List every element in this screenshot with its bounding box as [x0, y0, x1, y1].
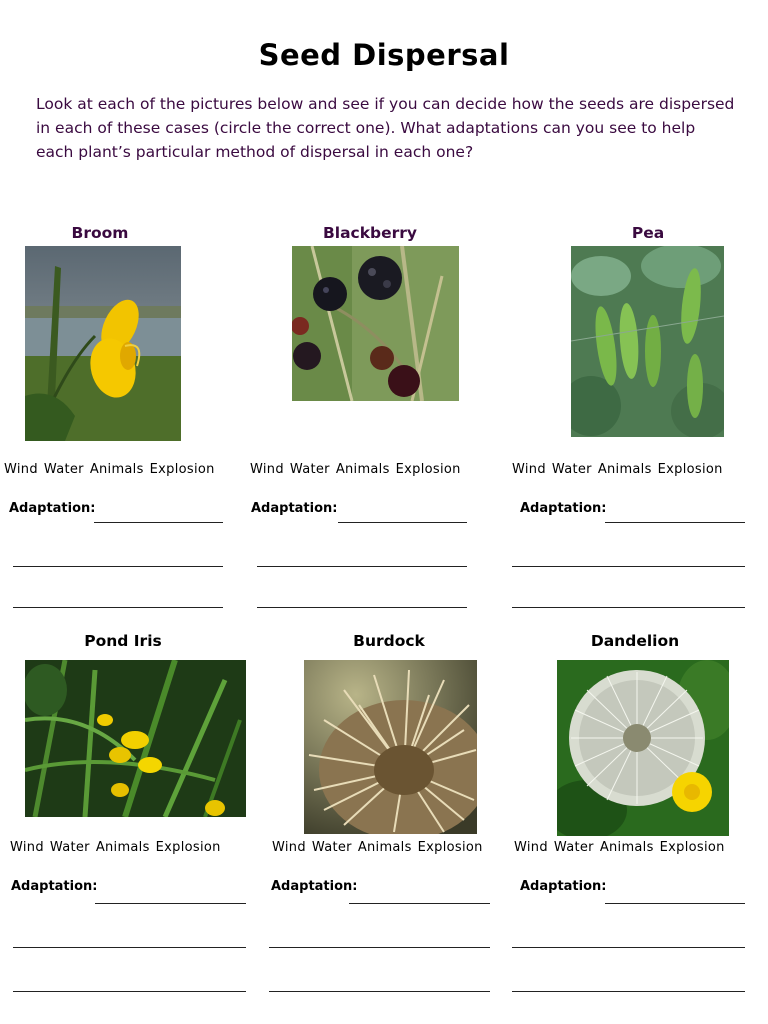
- answer-line[interactable]: [257, 607, 467, 608]
- plant-name-blackberry: Blackberry: [322, 224, 418, 242]
- burdock-photo: [304, 660, 477, 834]
- adaptation-label-pea: Adaptation:: [520, 501, 607, 516]
- answer-line[interactable]: [605, 903, 745, 904]
- answer-line[interactable]: [95, 903, 246, 904]
- dispersal-options-pond-iris: [10, 840, 227, 855]
- option-water[interactable]: Water: [311, 840, 352, 855]
- option-wind[interactable]: Wind: [250, 462, 284, 477]
- plant-name-pea: Pea: [631, 224, 665, 242]
- option-wind[interactable]: Wind: [512, 462, 546, 477]
- adaptation-label-dandelion: Adaptation:: [520, 879, 607, 894]
- option-wind[interactable]: Wind: [10, 840, 44, 855]
- answer-line[interactable]: [13, 607, 223, 608]
- adaptation-label-burdock: Adaptation:: [271, 879, 358, 894]
- plant-name-burdock: Burdock: [353, 632, 425, 650]
- option-water[interactable]: Water: [551, 462, 592, 477]
- broom-photo: [25, 246, 181, 441]
- option-wind[interactable]: Wind: [4, 462, 38, 477]
- instructions: Look at each of the pictures below and see if you can decide how the seeds are dispersed in each of these cases (circle the correct one). What adaptations can you see to help each plant’s particular method of dispersal in each one?: [36, 95, 735, 161]
- answer-line[interactable]: [94, 522, 223, 523]
- option-wind[interactable]: Wind: [514, 840, 548, 855]
- answer-line[interactable]: [512, 566, 745, 567]
- option-explosion[interactable]: Explosion: [149, 462, 215, 477]
- option-explosion[interactable]: Explosion: [155, 840, 221, 855]
- answer-line[interactable]: [605, 522, 745, 523]
- option-animals[interactable]: Animals: [95, 840, 150, 855]
- dispersal-options-blackberry: [250, 462, 467, 477]
- adaptation-label-broom: Adaptation:: [9, 501, 96, 516]
- answer-line[interactable]: [13, 991, 246, 992]
- blackberry-photo: [292, 246, 459, 401]
- answer-line[interactable]: [13, 947, 246, 948]
- option-animals[interactable]: Animals: [597, 462, 652, 477]
- pea-photo: [571, 246, 724, 437]
- answer-line[interactable]: [269, 947, 490, 948]
- worksheet-title: Seed Dispersal: [258, 38, 510, 72]
- option-water[interactable]: Water: [49, 840, 90, 855]
- dandelion-photo: [557, 660, 729, 836]
- option-wind[interactable]: Wind: [272, 840, 306, 855]
- adaptation-label-blackberry: Adaptation:: [251, 501, 338, 516]
- adaptation-label-pond-iris: Adaptation:: [11, 879, 98, 894]
- answer-line[interactable]: [512, 947, 745, 948]
- dispersal-options-pea: [512, 462, 729, 477]
- option-animals[interactable]: Animals: [357, 840, 412, 855]
- option-water[interactable]: Water: [553, 840, 594, 855]
- option-water[interactable]: Water: [43, 462, 84, 477]
- answer-line[interactable]: [13, 566, 223, 567]
- option-explosion[interactable]: Explosion: [657, 462, 723, 477]
- option-animals[interactable]: Animals: [89, 462, 144, 477]
- pond-iris-photo: [25, 660, 246, 817]
- answer-line[interactable]: [512, 991, 745, 992]
- answer-line[interactable]: [338, 522, 467, 523]
- dispersal-options-broom: [4, 462, 221, 477]
- option-water[interactable]: Water: [289, 462, 330, 477]
- option-explosion[interactable]: Explosion: [659, 840, 725, 855]
- plant-name-pond-iris: Pond Iris: [84, 632, 162, 650]
- plant-name-dandelion: Dandelion: [590, 632, 680, 650]
- option-explosion[interactable]: Explosion: [417, 840, 483, 855]
- option-animals[interactable]: Animals: [335, 462, 390, 477]
- dispersal-options-dandelion: [514, 840, 731, 855]
- answer-line[interactable]: [269, 991, 490, 992]
- option-explosion[interactable]: Explosion: [395, 462, 461, 477]
- answer-line[interactable]: [257, 566, 467, 567]
- plant-name-broom: Broom: [71, 224, 129, 242]
- answer-line[interactable]: [512, 607, 745, 608]
- dispersal-options-burdock: [272, 840, 489, 855]
- option-animals[interactable]: Animals: [599, 840, 654, 855]
- answer-line[interactable]: [349, 903, 490, 904]
